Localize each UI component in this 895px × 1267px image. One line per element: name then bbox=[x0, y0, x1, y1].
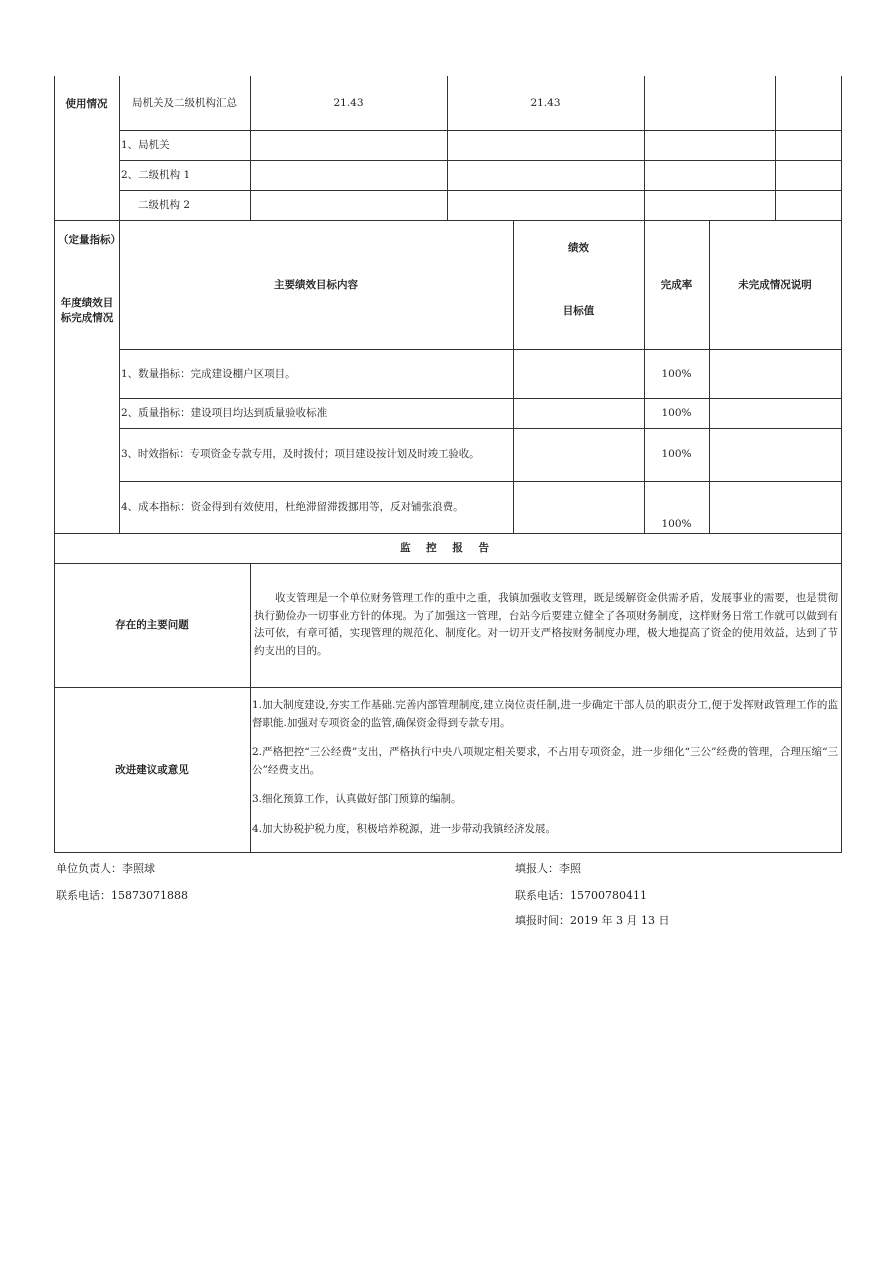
target-row-rate: 100% bbox=[661, 407, 692, 419]
header-target-value-2: 目标值 bbox=[562, 305, 595, 317]
suggestion-item: 1.加大制度建设,夯实工作基础.完善内部管理制度,建立岗位责任制,进一步确定干部人员的职责分工,便于发挥财政管理工作的监督职能.加强对专项资金的监管,确保资金得到专款专用。 bbox=[252, 699, 838, 729]
usage-row-name: 1、局机关 bbox=[121, 139, 170, 151]
suggestions-label: 改进建议或意见 bbox=[115, 764, 189, 776]
filler: 填报人：李照 bbox=[515, 862, 581, 875]
unit-phone: 联系电话：15873071888 bbox=[56, 889, 188, 902]
usage-label: 使用情况 bbox=[65, 98, 108, 110]
unit-head: 单位负责人：李照球 bbox=[56, 862, 155, 875]
target-row-content: 2、质量指标：建设项目均达到质量验收标准 bbox=[121, 407, 328, 419]
usage-row-name: 2、二级机构 1 bbox=[121, 169, 191, 181]
problems-text: 收支管理是一个单位财务管理工作的重中之重，我镇加强收支管理，既是缓解资金供需矛盾，发展事业的需要，也是贯彻执行勤俭办一切事业方针的体现。为了加强这一管理，台站今后要建立健全了各项财务制度，这样财务日常工作就可以做到有法可依，有章可循，实现管理的规范化、制度化。对一切开支严格按财务制度办理，极大地提高了资金的使用效益，达到了节约支出的目的。 bbox=[254, 592, 838, 657]
header-target-value-1: 绩效 bbox=[568, 242, 589, 254]
usage-row-name: 二级机构 2 bbox=[138, 199, 191, 211]
header-completion-rate: 完成率 bbox=[660, 279, 693, 291]
filler-phone: 联系电话：15700780411 bbox=[515, 889, 647, 902]
header-incomplete-note: 未完成情况说明 bbox=[738, 279, 812, 291]
usage-row-value: 21.43 bbox=[333, 97, 364, 109]
target-row-rate: 100% bbox=[661, 518, 692, 530]
suggestions-list bbox=[252, 697, 838, 838]
fill-date: 填报时间：2019 年 3 月 13 日 bbox=[515, 914, 670, 927]
target-row-rate: 100% bbox=[661, 368, 692, 380]
suggestion-item: 4.加大协税护税力度，积极培养税源，进一步带动我镇经济发展。 bbox=[252, 822, 557, 835]
report-title: 监 控 报 告 bbox=[400, 542, 495, 554]
usage-row-name: 局机关及二级机构汇总 bbox=[132, 97, 237, 109]
targets-side-label: （定量指标） bbox=[58, 234, 121, 246]
suggestion-item: 3.细化预算工作，认真做好部门预算的编制。 bbox=[252, 793, 462, 805]
problems-label: 存在的主要问题 bbox=[115, 619, 189, 631]
target-row-rate: 100% bbox=[661, 448, 692, 460]
target-row-content: 1、数量指标：完成建设棚户区项目。 bbox=[121, 368, 296, 380]
suggestion-item: 2.严格把控“三公经费”支出，严格执行中央八项规定相关要求，不占用专项资金，进一步细化“三公”经费的管理，合理压缩“三公”经费支出。 bbox=[252, 746, 838, 776]
header-target-content: 主要绩效目标内容 bbox=[274, 279, 358, 291]
target-row-content: 4、成本指标：资金得到有效使用，杜绝滞留滞拨挪用等，反对铺张浪费。 bbox=[121, 501, 464, 513]
target-row-content: 3、时效指标：专项资金专款专用，及时拨付；项目建设按计划及时竣工验收。 bbox=[121, 448, 480, 460]
targets-side-label-2: 年度绩效目标完成情况 bbox=[60, 297, 114, 324]
usage-row-value: 21.43 bbox=[530, 97, 561, 109]
